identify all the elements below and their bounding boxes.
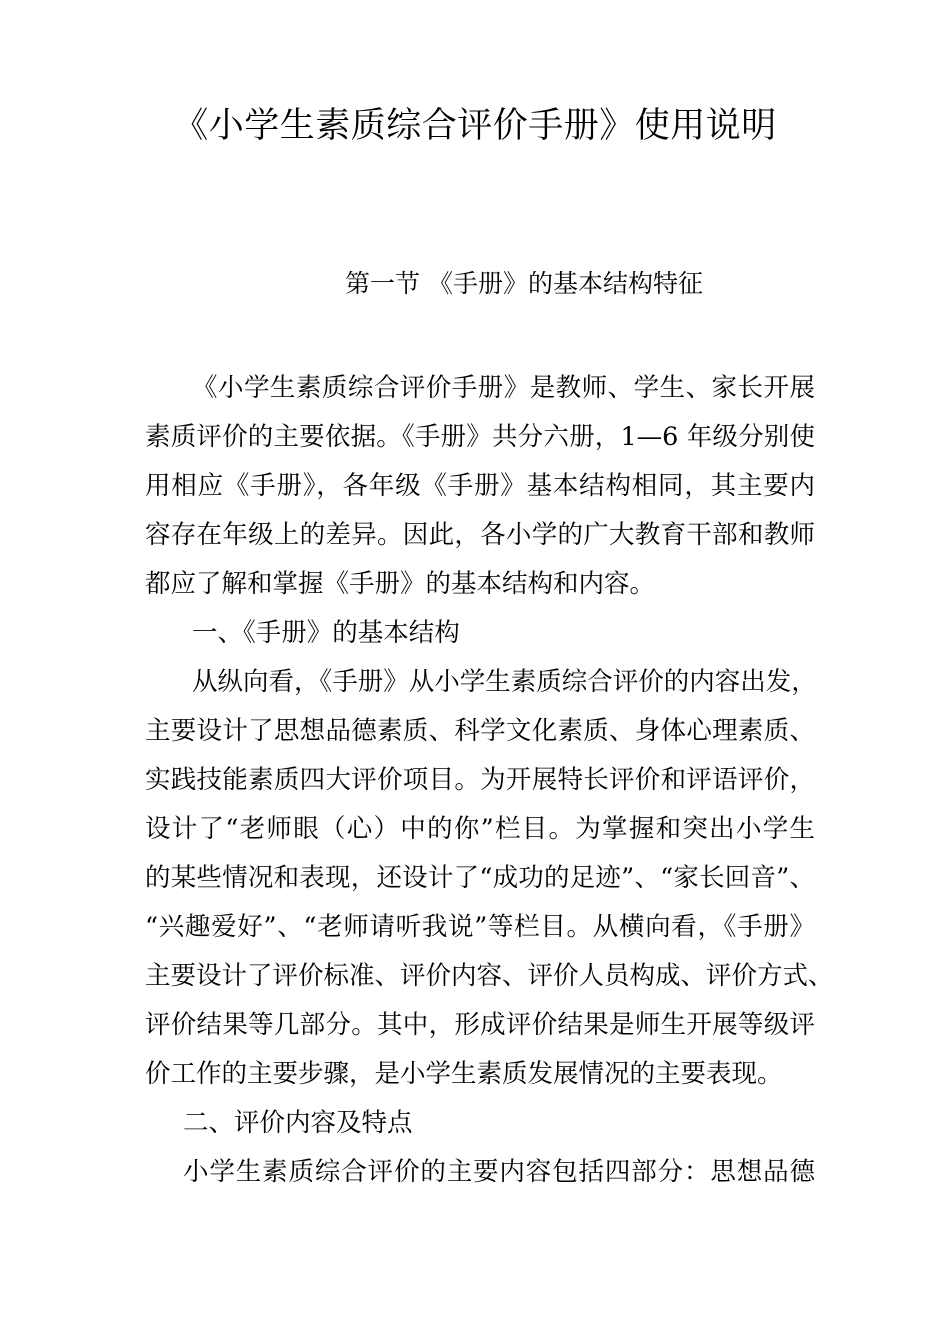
section-heading: 第一节 《手册》的基本结构特征 [345, 269, 703, 298]
paragraph-line: 都应了解和掌握《手册》的基本结构和内容。 [145, 569, 656, 599]
paragraph-line: 《小学生素质综合评价手册》是教师、学生、家长开展 [192, 373, 815, 403]
document-body [145, 364, 834, 1197]
paragraph-line: 小学生素质综合评价的主要内容包括四部分：思想品德 [183, 1157, 815, 1187]
paragraph-line: 设计了“老师眼（心）中的你”栏目。为掌握和突出小学生 [145, 814, 815, 844]
paragraph-line: 实践技能素质四大评价项目。为开展特长评价和评语评价， [145, 765, 815, 795]
document-title: 《小学生素质综合评价手册》使用说明 [173, 106, 777, 146]
paragraph-line: 的某些情况和表现，还设计了“成功的足迹”、“家长回音”、 [145, 863, 815, 893]
paragraph-line: 主要设计了思想品德素质、科学文化素质、身体心理素质、 [145, 716, 815, 746]
paragraph-line: 价工作的主要步骤，是小学生素质发展情况的主要表现。 [145, 1059, 783, 1089]
paragraph-line: 容存在年级上的差异。因此，各小学的广大教育干部和教师 [145, 520, 815, 550]
paragraph-line: 从纵向看，《手册》从小学生素质综合评价的内容出发， [192, 667, 817, 697]
paragraph-line: 用相应《手册》，各年级《手册》基本结构相同，其主要内 [145, 471, 815, 501]
subheading: 二、评价内容及特点 [183, 1108, 413, 1138]
paragraph-line: 主要设计了评价标准、评价内容、评价人员构成、评价方式、 [145, 961, 834, 991]
paragraph-line: “兴趣爱好”、“老师请听我说”等栏目。从横向看，《手册》 [145, 912, 815, 942]
paragraph-line: 素质评价的主要依据。《手册》共分六册，1—6 年级分别使 [145, 422, 815, 452]
paragraph-line: 评价结果等几部分。其中，形成评价结果是师生开展等级评 [145, 1010, 815, 1040]
subheading: 一、《手册》的基本结构 [192, 618, 460, 648]
